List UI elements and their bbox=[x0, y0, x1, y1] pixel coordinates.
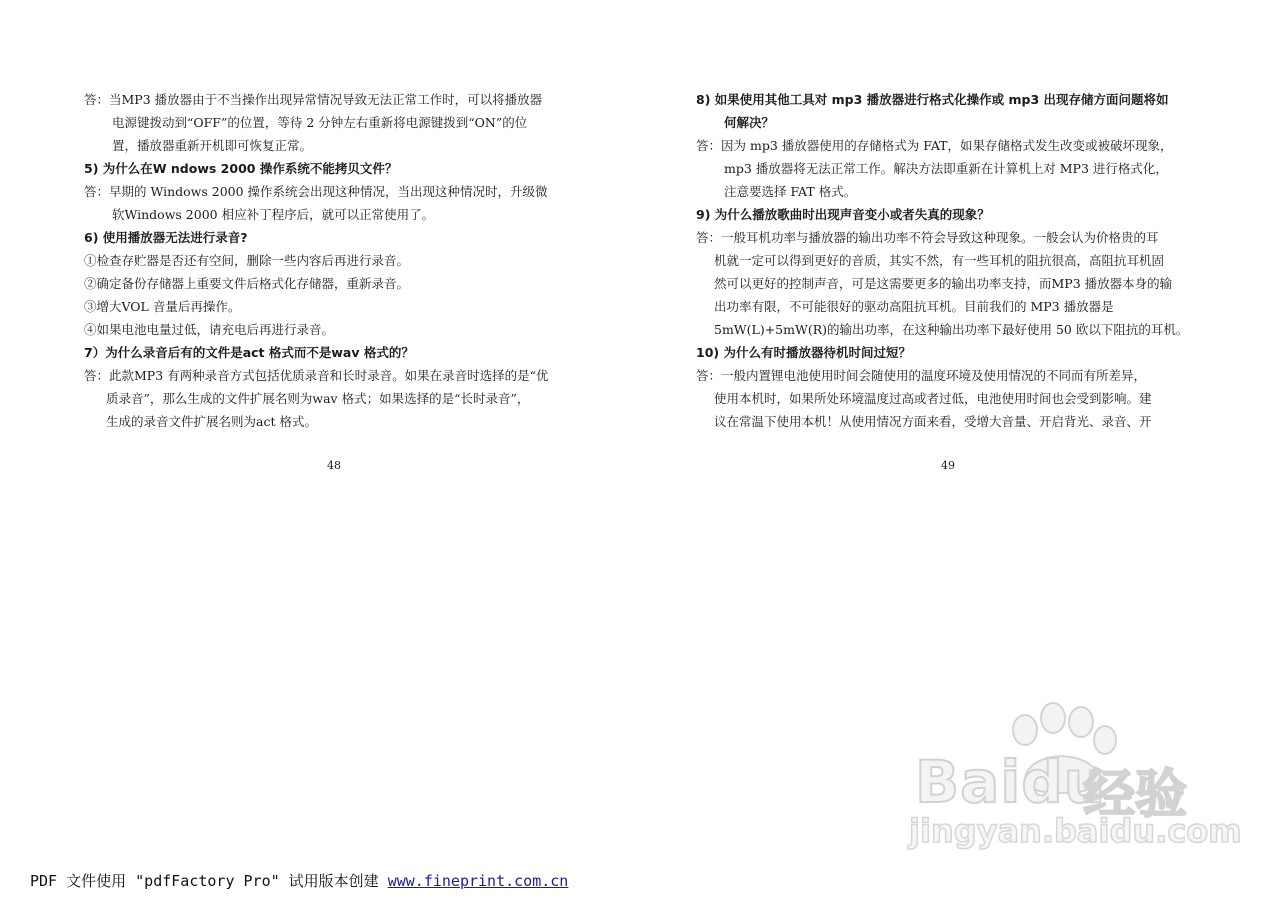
question-heading: 9) 为什么播放歌曲时出现声音变小或者失真的现象？ bbox=[696, 207, 990, 222]
text-line: 答：当MP3 播放器由于不当操作出现异常情况导致无法正常工作时，可以将播放器 bbox=[84, 92, 543, 107]
text-line: 软Windows 2000 相应补丁程序后，就可以正常使用了。 bbox=[112, 207, 435, 222]
watermark-title: 经验 bbox=[1083, 765, 1188, 825]
left-page bbox=[0, 0, 640, 480]
text-line: ②确定备份存储器上重要文件后格式化存储器，重新录音。 bbox=[84, 276, 410, 291]
text-line: 答：早期的 Windows 2000 操作系统会出现这种情况，当出现这种情况时，升级微 bbox=[84, 184, 548, 199]
text-line: 议在常温下使用本机！从使用情况方面来看，受增大音量、开启背光、录音、开 bbox=[714, 414, 1152, 429]
baidu-jingyan-watermark bbox=[895, 700, 1242, 860]
text-line: 5mW(L)+5mW(R)的输出功率，在这种输出功率下最好使用 50 欧以下阻抗的耳机。 bbox=[714, 322, 1189, 337]
watermark-brand: Baidu bbox=[915, 748, 1107, 816]
footer-text: PDF 文件使用 "pdfFactory Pro" 试用版本创建 bbox=[30, 872, 388, 890]
text-line: 答：一般耳机功率与播放器的输出功率不符会导致这种现象。一般会认为价格贵的耳 bbox=[696, 230, 1159, 245]
text-line: 机就一定可以得到更好的音质，其实不然，有一些耳机的阻抗很高，高阻抗耳机固 bbox=[714, 253, 1165, 268]
watermark-url: jingyan.baidu.com bbox=[909, 812, 1242, 850]
question-heading: 8) 如果使用其他工具对 mp3 播放器进行格式化操作或 mp3 出现存储方面问题将如 bbox=[696, 92, 1169, 107]
text-line: 然可以更好的控制声音，可是这需要更多的输出功率支持，而MP3 播放器本身的输 bbox=[714, 276, 1173, 291]
text-line: ①检查存贮器是否还有空间，删除一些内容后再进行录音。 bbox=[84, 253, 410, 268]
right-page bbox=[640, 0, 1280, 480]
question-heading: 何解决？ bbox=[724, 115, 775, 130]
question-heading: 10) 为什么有时播放器待机时间过短？ bbox=[696, 345, 911, 360]
text-line: ③增大VOL 音量后再操作。 bbox=[84, 299, 241, 314]
text-line: 注意要选择 FAT 格式。 bbox=[724, 184, 857, 199]
text-line: 生成的录音文件扩展名则为act 格式。 bbox=[106, 414, 317, 429]
page-number: 49 bbox=[941, 459, 955, 472]
page-number: 48 bbox=[327, 459, 341, 472]
text-line: mp3 播放器将无法正常工作。解决方法即重新在计算机上对 MP3 进行格式化， bbox=[724, 161, 1168, 176]
text-line: 电源键拨动到“OFF”的位置，等待 2 分钟左右重新将电源键拨到“ON”的位 bbox=[112, 115, 528, 130]
text-line: ④如果电池电量过低，请充电后再进行录音。 bbox=[84, 322, 335, 337]
question-heading: 5) 为什么在W ndows 2000 操作系统不能拷贝文件？ bbox=[84, 161, 398, 176]
footer-link[interactable]: www.fineprint.com.cn bbox=[387, 872, 569, 890]
text-line: 置，播放器重新开机即可恢复正常。 bbox=[112, 138, 313, 153]
text-line: 答：此款MP3 有两种录音方式包括优质录音和长时录音。如果在录音时选择的是“优 bbox=[84, 368, 549, 383]
text-line: 出功率有限，不可能很好的驱动高阻抗耳机。目前我们的 MP3 播放器是 bbox=[714, 299, 1114, 314]
pdf-footer bbox=[30, 870, 568, 891]
text-line: 答：一般内置锂电池使用时间会随使用的温度环境及使用情况的不同而有所差异， bbox=[696, 368, 1147, 383]
question-heading: 7）为什么录音后有的文件是act 格式而不是wav 格式的？ bbox=[84, 345, 414, 360]
text-line: 质录音”，那么生成的文件扩展名则为wav 格式；如果选择的是“长时录音”， bbox=[106, 391, 530, 406]
text-line: 答：因为 mp3 播放器使用的存储格式为 FAT，如果存储格式发生改变或被破坏现象， bbox=[696, 138, 1173, 153]
text-line: 使用本机时，如果所处环境温度过高或者过低，电池使用时间也会受到影响。建 bbox=[714, 391, 1152, 406]
question-heading: 6) 使用播放器无法进行录音? bbox=[84, 230, 248, 245]
